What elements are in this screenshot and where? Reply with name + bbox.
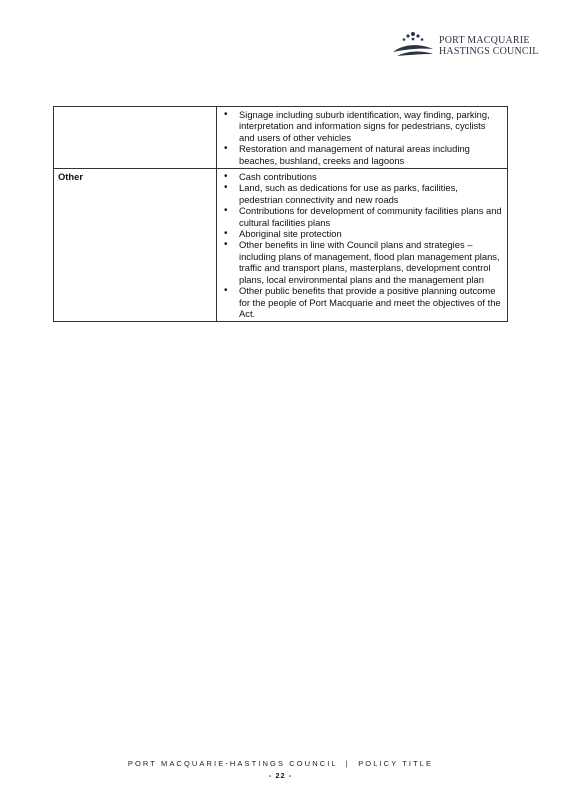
table-row xyxy=(54,169,508,322)
table-row xyxy=(54,107,508,169)
category-cell: Other xyxy=(54,169,217,322)
list-item: • Restoration and management of natural areas including beaches, bushland, creeks and lagoons xyxy=(239,143,503,166)
page-number: - 22 - xyxy=(268,771,293,780)
list-item: • Aboriginal site protection xyxy=(239,228,503,239)
list-item: • Other benefits in line with Council plans and strategies – including plans of management, flood plan management plans, traffic and transport plans, masterplans, development control plans, local environmental plans and the management plan xyxy=(239,239,503,285)
logo-line-1: PORT MACQUARIE xyxy=(439,35,530,46)
council-logo-text xyxy=(439,35,539,57)
list-item: • Signage including suburb identification, way finding, parking, interpretation and information signs for pedestrians, cyclists and users of other vehicles xyxy=(239,109,503,143)
items-cell xyxy=(217,107,508,169)
page-footer xyxy=(0,758,561,782)
council-logo xyxy=(391,30,539,66)
contributions-table xyxy=(53,106,508,322)
list-item: • Contributions for development of community facilities plans and cultural facilities plans xyxy=(239,205,503,228)
footer-text: PORT MACQUARIE-HASTINGS COUNCIL | POLICY TITLE xyxy=(127,759,434,768)
bullet-list xyxy=(221,109,503,166)
council-logo-icon xyxy=(391,30,437,64)
items-cell xyxy=(217,169,508,322)
list-item: • Cash contributions xyxy=(239,171,503,182)
list-item: • Other public benefits that provide a positive planning outcome for the people of Port Macquarie and meet the objectives of the Act. xyxy=(239,285,503,319)
list-item: • Land, such as dedications for use as parks, facilities, pedestrian connectivity and new roads xyxy=(239,182,503,205)
category-cell xyxy=(54,107,217,169)
logo-line-2: HASTINGS COUNCIL xyxy=(439,46,539,57)
bullet-list xyxy=(221,171,503,319)
